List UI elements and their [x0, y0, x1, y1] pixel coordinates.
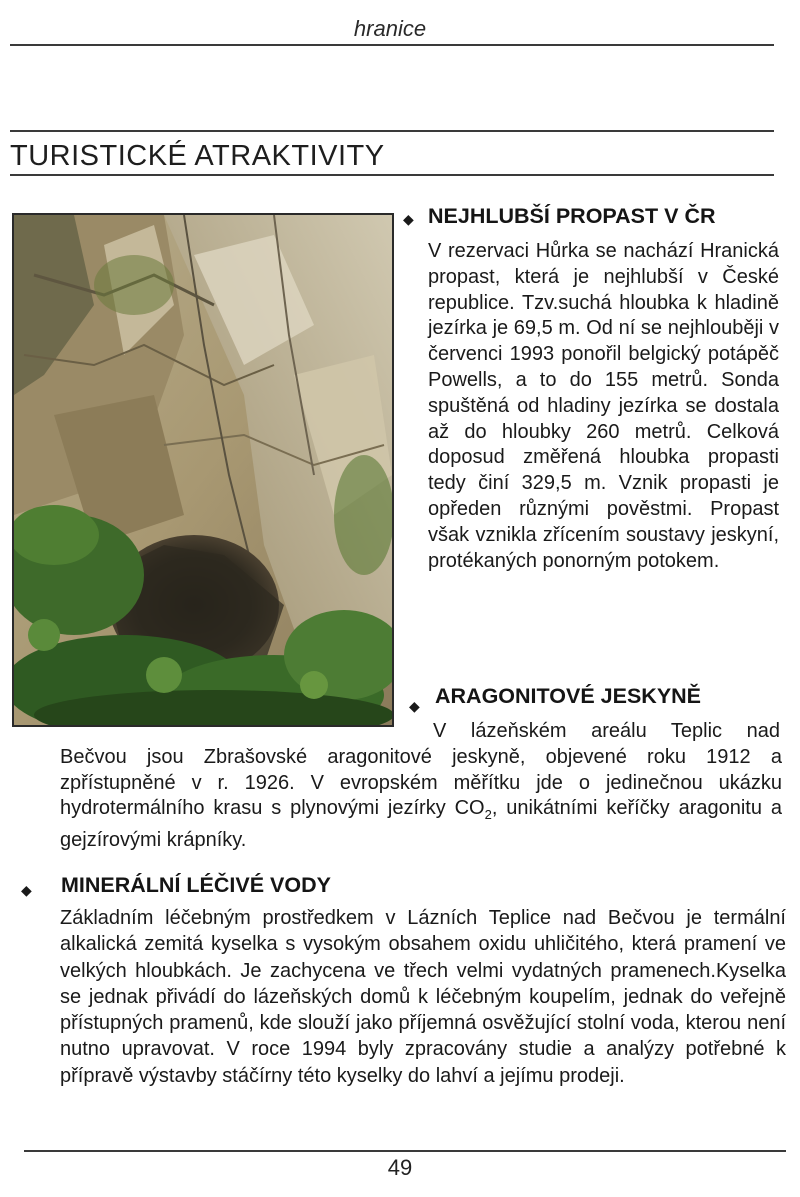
heading-mineral-waters: MINERÁLNÍ LÉČIVÉ VODY: [61, 873, 331, 897]
bullet-icon: ◆: [409, 698, 420, 714]
aragonite-caves-text-pre: Bečvou jsou Zbrašovské aragonitové jeskyně, objevené roku 1912 a zpřístupněné v r. 1926. V evropském měřítku jde o jedinečnou ukázku hydrotermálního krasu s plynovými jezírky CO: [60, 746, 782, 820]
bullet-icon: ◆: [403, 211, 414, 227]
karst-abyss-image: [14, 215, 392, 725]
aragonite-caves-text: [60, 745, 782, 853]
heading-aragonite-caves: ARAGONITOVÉ JESKYNĚ: [435, 684, 702, 708]
footer-rule: [24, 1150, 786, 1152]
bullet-icon: ◆: [21, 882, 32, 898]
header-rule: [10, 44, 774, 46]
section-top-rule: [10, 130, 774, 132]
page-number: 49: [387, 1155, 413, 1180]
mineral-waters-text: Základním léčebným prostředkem v Lázních Teplice nad Bečvou je termální alkalická zemitá kyselka s vysokým obsahem oxidu uhličitého, která pramení ve velkých hloubkách. Je zachycena ve třech velmi vydatných pramenech.Kyselka se jednak přivádí do lázeňských domů k léčebným koupelím, jednak do veřejně přístupných pramenů, kde slouží jako příjemná osvěžující stolní voda, kterou není nutno upravovat. V roce 1994 byly zpracovány studie a analýzy potřebné k přípravě výstavby stáčírny této kyselky do lahví a jejímu prodeji.: [60, 907, 786, 1087]
cave-photo: [12, 213, 394, 727]
running-head: hranice: [353, 16, 427, 41]
deepest-abyss-text: V rezervaci Hůrka se nachází Hranická propast, která je nejhlubší v České republice. Tzv.suchá hloubka k hladině jezírka je 69,5 m. Od ní se nejhlouběji v červenci 1993 ponořil belgický potápěč Powells, a to do 155 metrů. Sonda spuštěná od hladiny jezírka se dostala až do hloubky 260 metrů. Celková doposud změřená hloubka propasti tedy činí 329,5 m. Vznik propasti je opředen různými pověstmi. Propast však vznikla zřícením soustavy jeskyní, protékaných ponorným potokem.: [428, 240, 779, 572]
section-title-rule: [10, 174, 774, 176]
aragonite-caves-text-post: , unikátními keříčky aragonitu a gejzírovými krápníky.: [60, 797, 782, 851]
section-title: TURISTICKÉ ATRAKTIVITY: [10, 140, 385, 172]
heading-deepest-abyss: NEJHLUBŠÍ PROPAST V ČR: [428, 204, 716, 228]
aragonite-caves-text-subscript: 2: [484, 807, 492, 823]
aragonite-caves-first-line: V lázeňském areálu Teplic nad: [433, 720, 780, 742]
